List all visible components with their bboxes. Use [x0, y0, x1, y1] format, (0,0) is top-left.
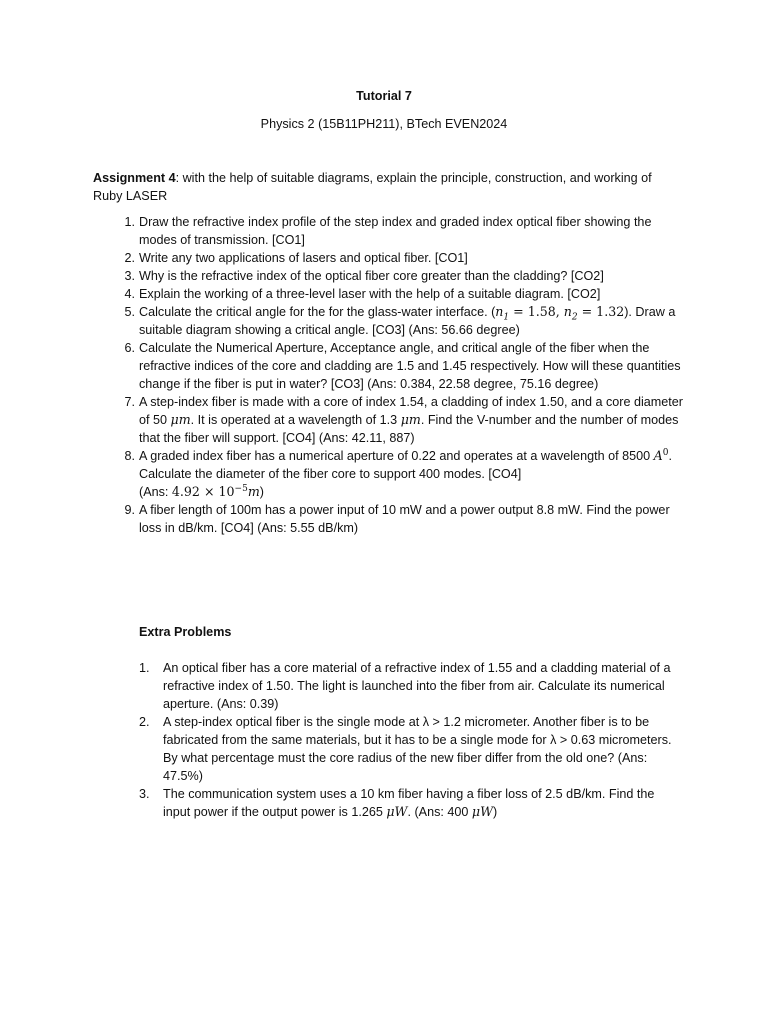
extra-problem-text-cont: . (Ans: 400: [407, 805, 472, 819]
extra-problem-item: [139, 659, 679, 713]
assignment-text: : with the help of suitable diagrams, explain the principle, construction, and working of Ruby LASER: [93, 171, 652, 203]
extra-problem-text: The communication system uses a 10 km fiber having a fiber loss of 2.5 dB/km. Find the input power if the output power is 1.265: [163, 787, 655, 819]
problem-number: 8.: [124, 449, 135, 463]
extra-problem-text: An optical fiber has a core material of a refractive index of 1.55 and a cladding material of a refractive index of 1.50. The light is launched into the fiber from air. Calculate its numerical aperture. (Ans: 0.39): [163, 661, 671, 711]
math-unit: μW: [471, 804, 494, 819]
math-unit: μW: [386, 804, 408, 819]
problem-text: Draw the refractive index profile of the step index and graded index optical fiber showing the modes of transmission. [CO1]: [139, 215, 652, 247]
extra-problem-number: 3.: [139, 787, 150, 801]
problem-item: [93, 393, 683, 447]
problem-number: 3.: [124, 269, 135, 283]
problem-list: [93, 213, 683, 537]
problem-number: 6.: [124, 341, 135, 355]
problem-text-cont: . It is operated at a wavelength of 1.3: [190, 413, 401, 427]
problem-item: [93, 267, 683, 285]
answer-suffix: ): [259, 485, 264, 499]
problem-text: Write any two applications of lasers and optical fiber. [CO1]: [139, 251, 468, 265]
page-title: Tutorial 7: [356, 89, 412, 103]
math-answer: $4.92 \times 10^{-5}m$: [171, 483, 260, 499]
assignment-label: Assignment 4: [93, 171, 176, 185]
math-angstrom: $A^0$: [653, 447, 669, 463]
problem-text: Calculate the Numerical Aperture, Acceptance angle, and critical angle of the fiber when the refractive indices of the core and cladding are 1.5 and 1.45 respectively. How will these quantities change if the fiber is put in water? [CO3] (Ans: 0.384, 22.58 degree, 75.16 degree): [139, 341, 681, 391]
problem-item: [93, 249, 683, 267]
extra-problems-heading: Extra Problems: [139, 625, 232, 639]
problem-item: [93, 339, 683, 393]
extra-problem-item: [139, 785, 679, 821]
math-n1: $n_1 = 1.58$, $n_2 = 1.32$: [495, 304, 625, 323]
problem-number: 1.: [124, 215, 135, 229]
problem-text: Explain the working of a three-level laser with the help of a suitable diagram. [CO2]: [139, 287, 601, 301]
problem-number: 2.: [124, 251, 135, 265]
extra-problem-number: 1.: [139, 661, 150, 675]
extra-problem-item: [139, 713, 679, 785]
problem-item: [93, 285, 683, 303]
answer-prefix: (Ans:: [139, 485, 172, 499]
problem-item: [93, 213, 683, 249]
assignment-paragraph: [93, 169, 683, 205]
problem-text: A fiber length of 100m has a power input of 10 mW and a power output 8.8 mW. Find the power loss in dB/km. [CO4] (Ans: 5.55 dB/km): [139, 503, 670, 535]
problem-item: [93, 447, 683, 501]
extra-problem-text: A step-index optical fiber is the single mode at λ > 1.2 micrometer. Another fiber is to be fabricated from the same materials, but it has to be a single mode for λ > 0.63 micrometers. By what percentage must the core radius of the new fiber differ from the old one? (Ans: 47.5%): [163, 715, 672, 783]
problem-text: A step-index fiber is made with a core of index 1.54, a cladding of index 1.50, and a core diameter of 50: [139, 395, 683, 427]
problem-text-cont: ). Draw a suitable diagram showing a critical angle. [CO3] (Ans: 56.66 degree): [139, 305, 676, 337]
math-unit: μm: [170, 412, 191, 427]
problem-text: A graded index fiber has a numerical aperture of 0.22 and operates at a wavelength of 8500: [139, 449, 654, 463]
course-subtitle: Physics 2 (15B11PH211), BTech EVEN2024: [260, 117, 508, 131]
problem-item: [93, 501, 683, 537]
extra-problem-list: [139, 659, 679, 821]
extra-problem-text-cont: ): [493, 805, 498, 819]
problem-number: 9.: [124, 503, 135, 517]
problem-number: 4.: [124, 287, 135, 301]
problem-item: [93, 303, 683, 339]
math-unit: μm: [400, 412, 421, 427]
problem-text-cont: . Calculate the diameter of the fiber core to support 400 modes. [CO4]: [139, 449, 672, 481]
problem-text-cont: . Find the V-number and the number of modes that the fiber will support. [CO4] (Ans: 42.11, 887): [139, 413, 679, 445]
problem-number: 5.: [124, 305, 135, 319]
problem-number: 7.: [124, 395, 135, 409]
extra-problem-number: 2.: [139, 715, 150, 729]
problem-text: Calculate the critical angle for the for the glass-water interface. (: [139, 305, 496, 319]
problem-text: Why is the refractive index of the optical fiber core greater than the cladding? [CO2]: [139, 269, 604, 283]
